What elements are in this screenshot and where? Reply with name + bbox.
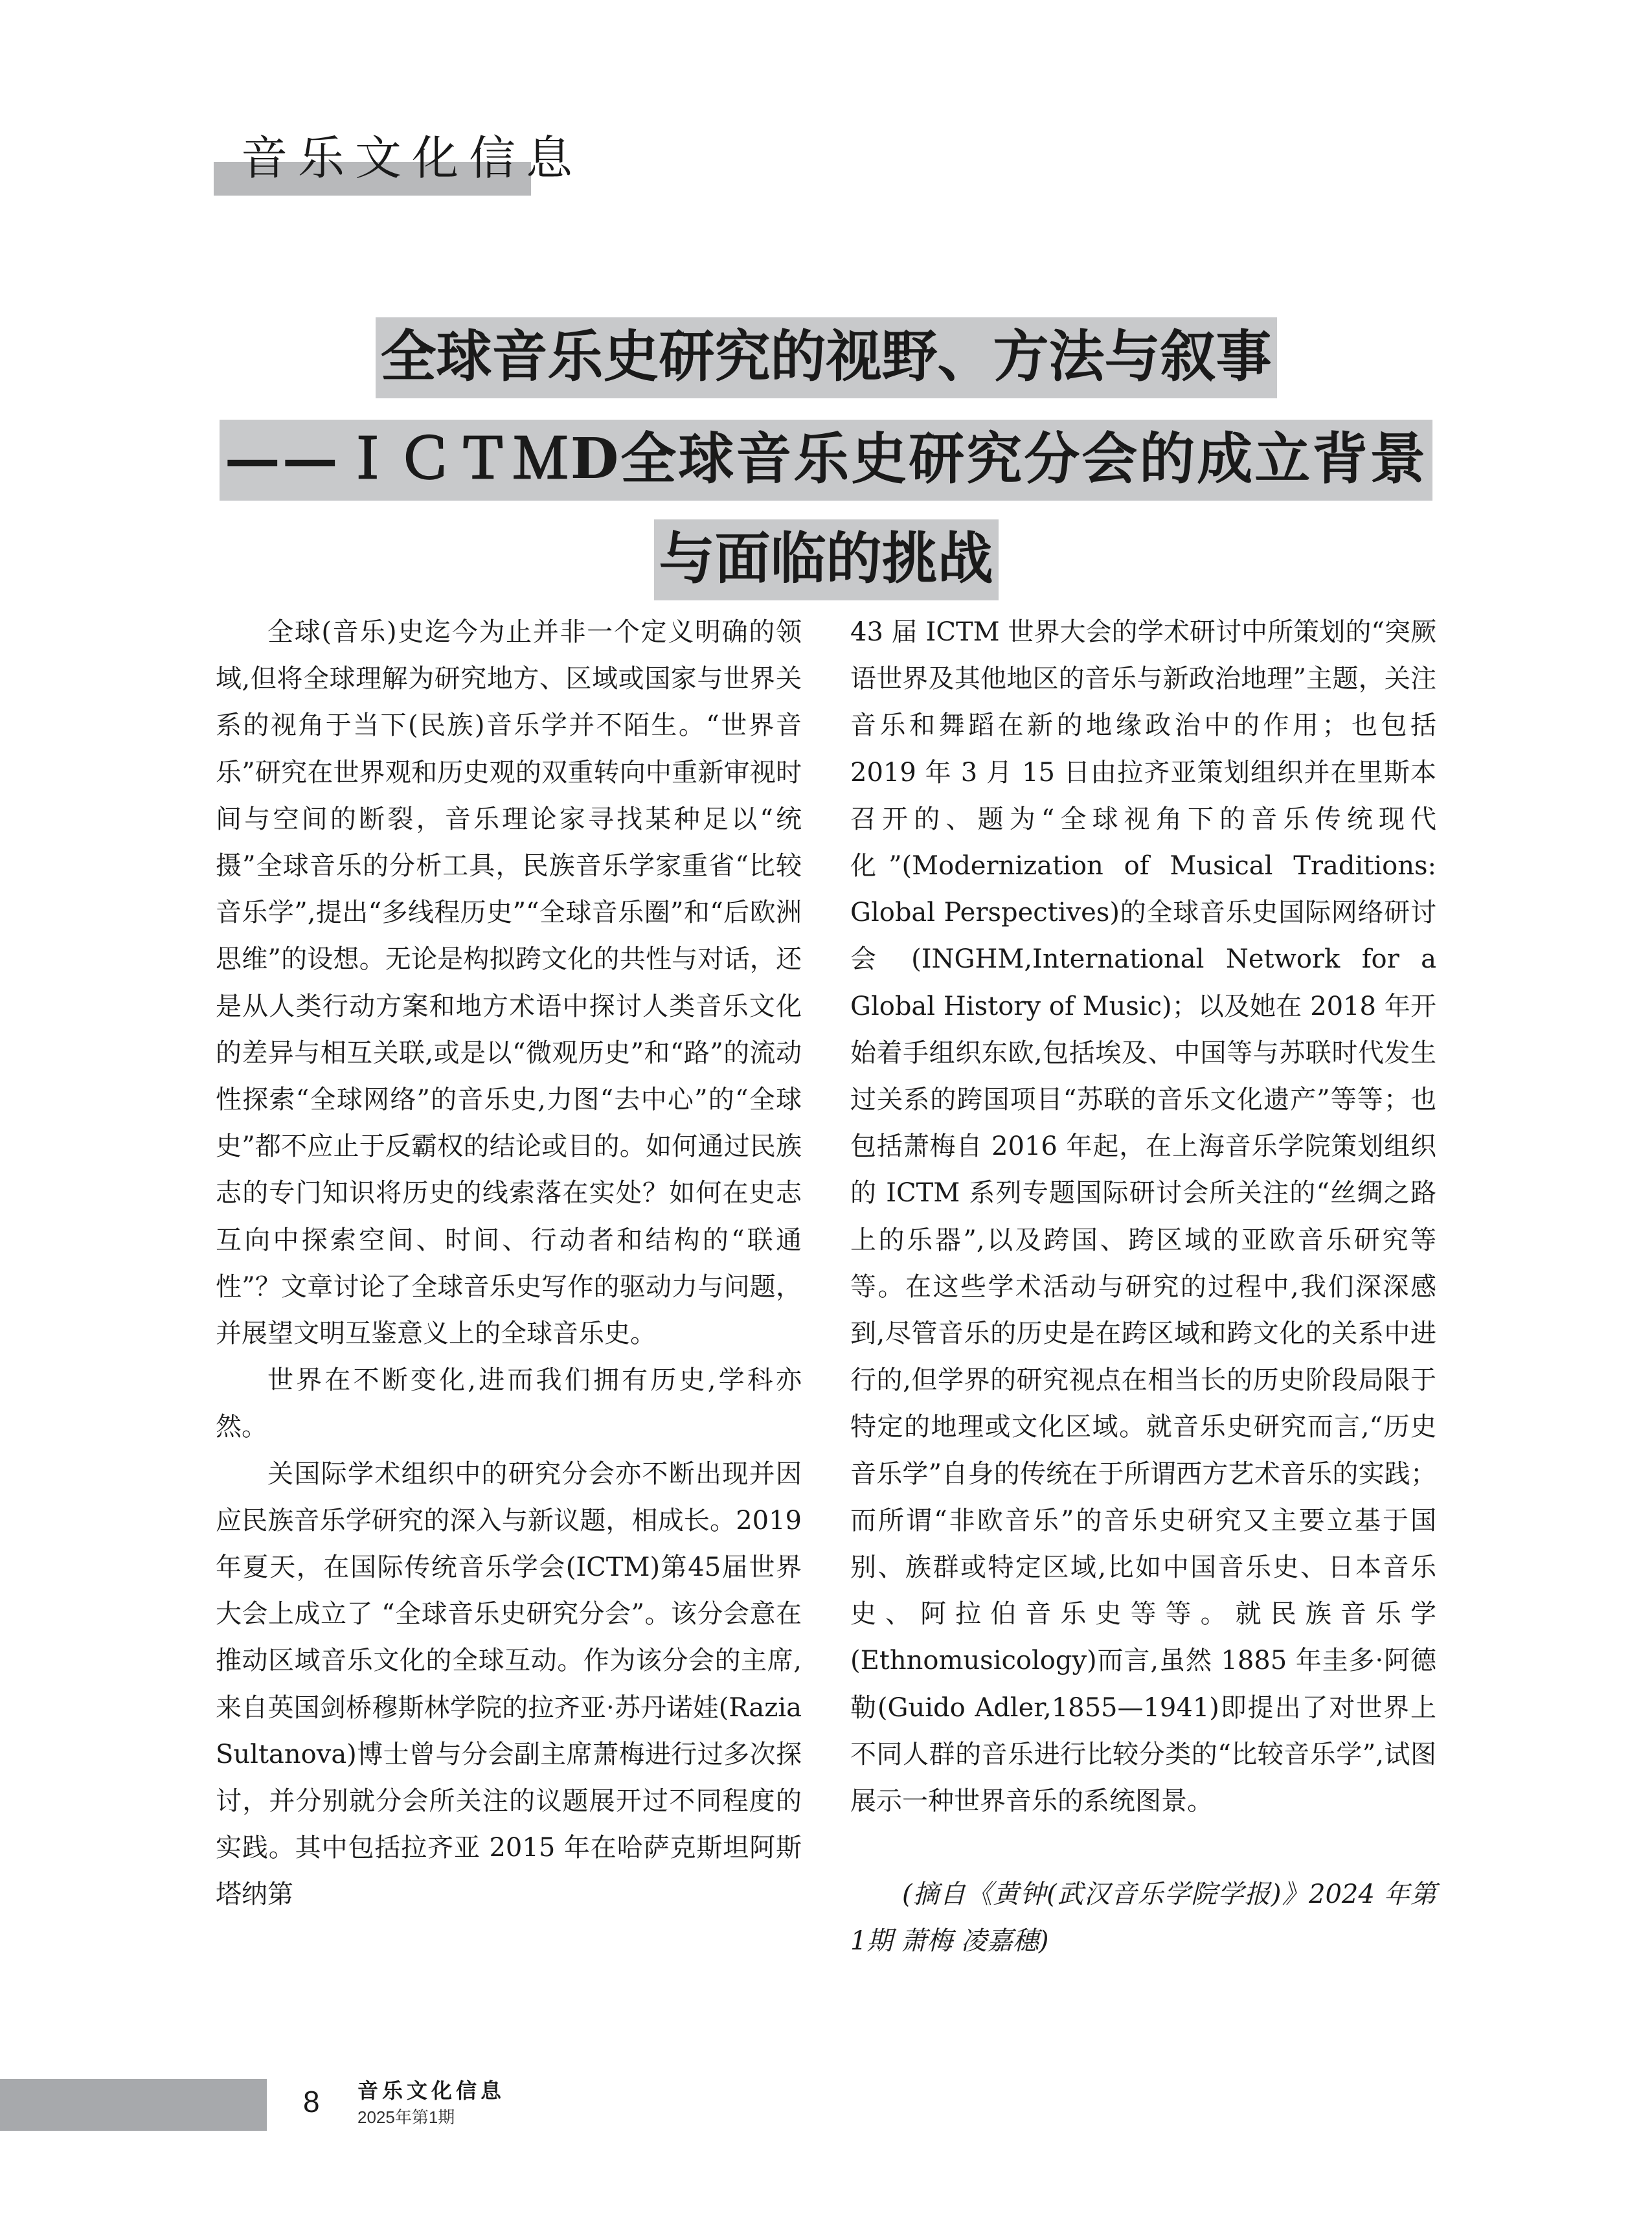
article-title-line-3 xyxy=(0,526,1652,591)
title-text-1: 全球音乐史研究的视野、方法与叙事 xyxy=(376,317,1277,398)
paragraph: 关国际学术组织中的研究分会亦不断出现并因应民族音乐学研究的深入与新议题，相成长。2019年夏天，在国际传统音乐学会(ICTM)第45届世界大会上成立了 “全球音乐史研究分会”。该分会意在推动区域音乐文化的全球互动。作为该分会的主席,来自英国剑桥穆斯林学院的拉齐亚·苏丹诺娃(Razia Sultanova)博士曾与分会副主席萧梅进行过多次探讨，并分别就分会所关注的议题展开过不同程度的实践。其中包括拉齐亚 2015 年在哈萨克斯坦阿斯塔纳第 xyxy=(216,1459,802,1910)
body-column-right xyxy=(850,609,1436,1965)
article-title-line-1 xyxy=(0,324,1652,389)
source-note: (摘自《黄钟(武汉音乐学院学报)》2024 年第 1期 萧梅 凌嘉穗) xyxy=(850,1880,1436,1957)
footer-journal-name: 音乐文化信息 xyxy=(357,2078,506,2103)
footer-bar xyxy=(0,2079,267,2131)
body-column-left xyxy=(216,609,802,1918)
paragraph-continued: 43 届 ICTM 世界大会的学术研讨中所策划的“突厥语世界及其他地区的音乐与新政治地理”主题，关注音乐和舞蹈在新的地缘政治中的作用；也包括 2019 年 3 月 15 日由拉齐亚策划组织并在里斯本召开的、题为“全球视角下的音乐传统现代化”(Modernization of Musical Traditions: Global Perspectives)的全球音乐史国际网络研讨会 (INGHM,International Network for a Global History of Music)；以及她在 2018 年开始着手组织东欧,包括埃及、中国等与苏联时代发生过关系的跨国项目“苏联的音乐文化遗产”等等；也包括萧梅自 2016 年起，在上海音乐学院策划组织的 ICTM 系列专题国际研讨会所关注的“丝绸之路上的乐器”,以及跨国、跨区域的亚欧音乐研究等等。在这些学术活动与研究的过程中,我们深深感到,尽管音乐的历史是在跨区域和跨文化的关系中进行的,但学界的研究视点在相当长的历史阶段局限于特定的地理或文化区域。就音乐史研究而言,“历史音乐学”自身的传统在于所谓西方艺术音乐的实践；而所谓“非欧音乐”的音乐史研究又主要立基于国别、族群或特定区域,比如中国音乐史、日本音乐史、阿拉伯音乐史等等。就民族音乐学(Ethnomusicology)而言,虽然 1885 年圭多·阿德勒(Guido Adler,1855—1941)即提出了对世界上不同人群的音乐进行比较分类的“比较音乐学”,试图展示一种世界音乐的系统图景。 xyxy=(850,617,1436,1817)
footer-issue: 2025年第1期 xyxy=(357,2107,455,2127)
paragraph: 全球(音乐)史迄今为止并非一个定义明确的领域,但将全球理解为研究地方、区域或国家与世界关系的视角于当下(民族)音乐学并不陌生。“世界音乐”研究在世界观和历史观的双重转向中重新审视时间与空间的断裂，音乐理论家寻找某种足以“统摄”全球音乐的分析工具，民族音乐学家重省“比较音乐学”,提出“多线程历史”“全球音乐圈”和“后欧洲思维”的设想。无论是构拟跨文化的共性与对话，还是从人类行动方案和地方术语中探讨人类音乐文化的差异与相互关联,或是以“微观历史”和“路”的流动性探索“全球网络”的音乐史,力图“去中心”的“全球史”都不应止于反霸权的结论或目的。如何通过民族志的专门知识将历史的线索落在实处？如何在史志互向中探索空间、时间、行动者和结构的“联通性”？文章讨论了全球音乐史写作的驱动力与问题，并展望文明互鉴意义上的全球音乐史。 xyxy=(216,617,802,1349)
article-title-line-2 xyxy=(0,426,1652,492)
page-number: 8 xyxy=(303,2085,320,2118)
paragraph: 世界在不断变化,进而我们拥有历史,学科亦然。 xyxy=(216,1365,802,1442)
title-text-3: 与面临的挑战 xyxy=(654,519,999,600)
title-text-2: ——ＩＣＴＭD全球音乐史研究分会的成立背景 xyxy=(220,420,1433,501)
section-label: 音乐文化信息 xyxy=(241,131,583,185)
